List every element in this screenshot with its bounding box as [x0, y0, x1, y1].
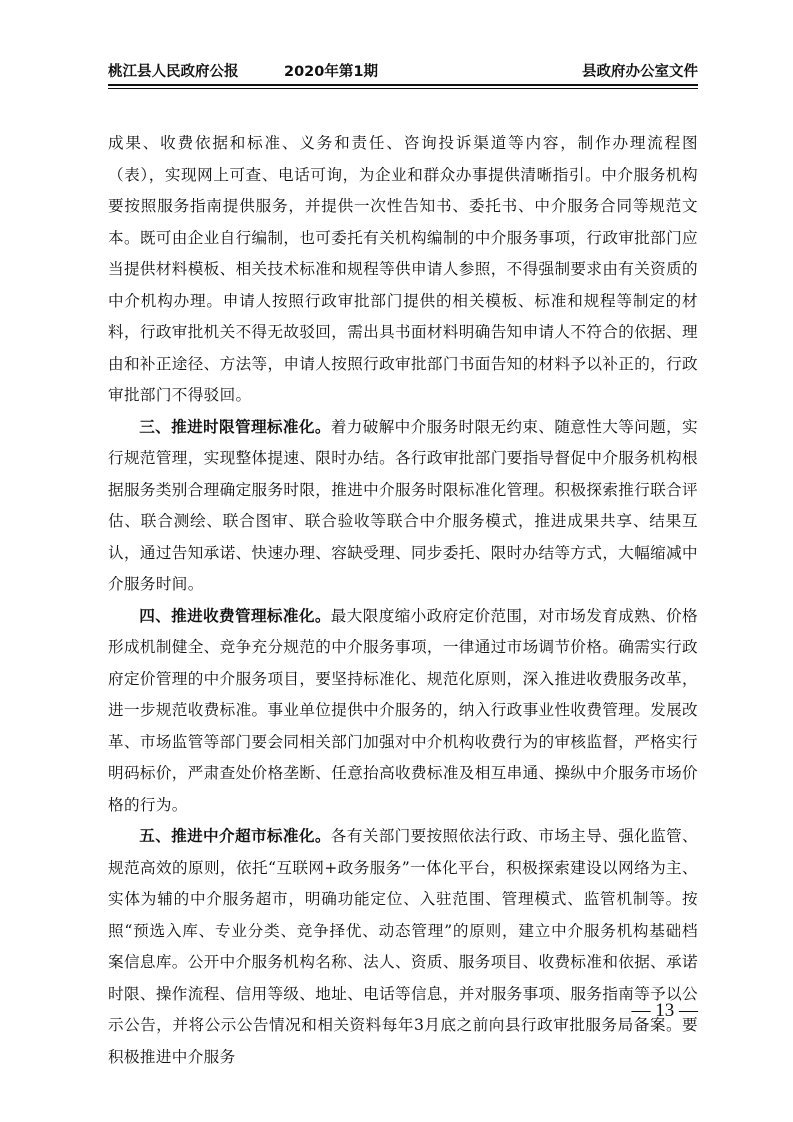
paragraph-text: 着力破解中介服务时限无约束、随意性大等问题，实行规范管理，实现整体提速、限时办结。各行政审批部门要指导督促中介服务机构根据服务类别合理确定服务时限，推进中介服务时限标准化管理。积极探索推行联合评估、联合测绘、联合图审、联合验收等联合中介服务模式，推进成果共享、结果互认，通过告知承诺、快速办理、容缺受理、同步委托、限时办结等方式，大幅缩减中介服务时间。: [108, 417, 698, 593]
header-rule-thin: [108, 88, 698, 89]
paragraph-text: 最大限度缩小政府定价范围，对市场发育成熟、价格形成机制健全、竞争充分规范的中介服务事项，一律通过市场调节价格。确需实行政府定价管理的中介服务项目，要坚持标准化、规范化原则，深入推进收费服务改革，进一步规范收费标准。事业单位提供中介服务的，纳入行政事业性收费管理。发展改革、市场监管等部门要会同相关部门加强对中介机构收费行为的审核监督，严格实行明码标价，严肃查处价格垄断、任意抬高收费标准及相互串通、操纵中介服务市场价格的行为。: [108, 606, 698, 814]
paragraph-section-5: [108, 821, 698, 1073]
paragraph-text: 成果、收费依据和标准、义务和责任、咨询投诉渠道等内容，制作办理流程图（表），实现网上可查、电话可询，为企业和群众办事提供清晰指引。中介服务机构要按照服务指南提供服务，并提供一次性告知书、委托书、中介服务合同等规范文本。既可由企业自行编制，也可委托有关机构编制的中介服务事项，行政审批部门应当提供材料模板、相关技术标准和规程等供申请人参照，不得强制要求由有关资质的中介机构办理。申请人按照行政审批部门提供的相关模板、标准和规程等制定的材料，行政审批机关不得无故驳回，需出具书面材料明确告知申请人不符合的依据、理由和补正途径、方法等，申请人按照行政审批部门书面告知的材料予以补正的，行政审批部门不得驳回。: [108, 134, 698, 404]
page-number: — 13 —: [631, 1000, 698, 1021]
paragraph-continuation: [108, 128, 698, 412]
header-section: 县政府办公室文件: [582, 64, 698, 80]
section-heading: 三、推进时限管理标准化。: [139, 417, 331, 436]
section-heading: 五、推进中介超市标准化。: [139, 827, 331, 845]
header-issue: 2020年第1期: [284, 64, 378, 80]
paragraph-section-3: [108, 412, 698, 601]
header-rule-thick: [108, 84, 698, 86]
header-publication-title: 桃江县人民政府公报: [108, 64, 239, 80]
body-text: [108, 128, 698, 1073]
paragraph-section-4: [108, 601, 698, 822]
page-header: [108, 56, 698, 82]
section-heading: 四、推进收费管理标准化。: [139, 606, 331, 625]
paragraph-text: 各有关部门要按照依法行政、市场主导、强化监管、规范高效的原则，依托“互联网+政务服务”一体化平台，积极探索建设以网络为主、实体为辅的中介服务超市，明确功能定位、入驻范围、管理模式、监管机制等。按照“预选入库、专业分类、竞争择优、动态管理”的原则，建立中介服务机构基础档案信息库。公开中介服务机构名称、法人、资质、服务项目、收费标准和依据、承诺时限、操作流程、信用等级、地址、电话等信息，并对服务事项、服务指南等予以公示公告，并将公示公告情况和相关资料每年3月底之前向县行政审批服务局备案。要积极推进中介服务: [108, 827, 698, 1066]
